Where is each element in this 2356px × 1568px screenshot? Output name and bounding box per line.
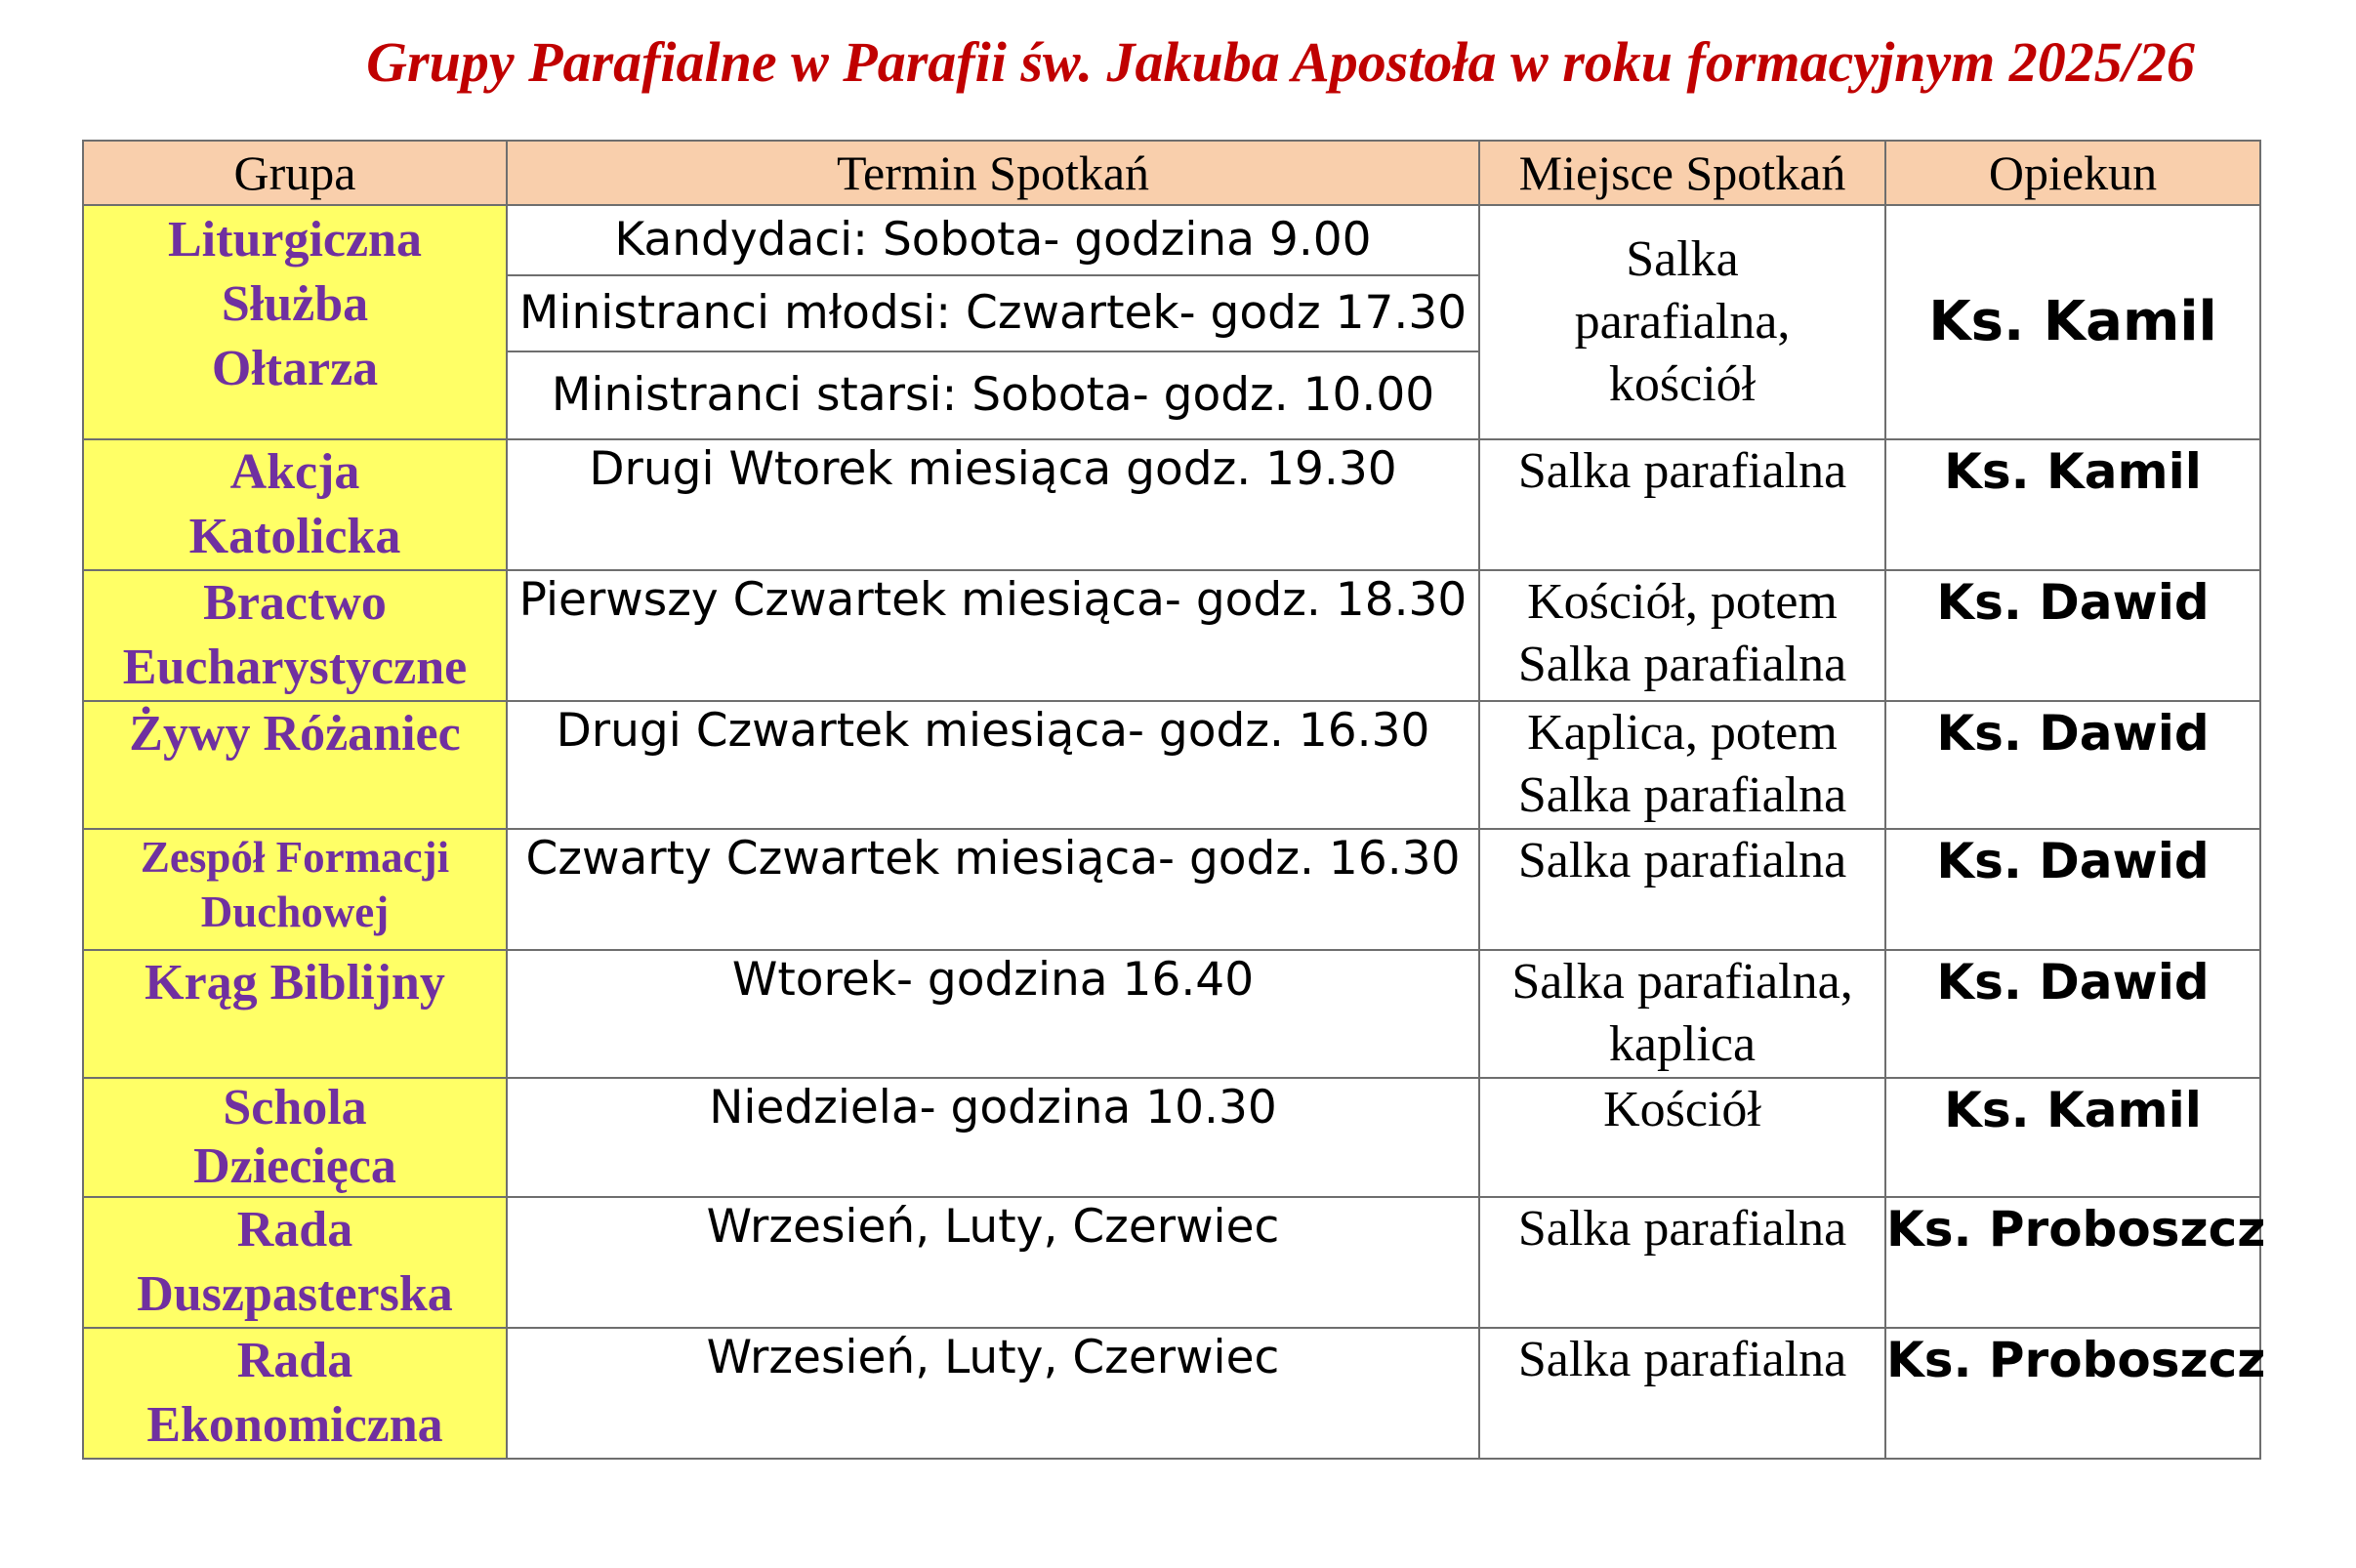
group-name-line: Bractwo <box>203 575 387 631</box>
table-row <box>83 829 2260 950</box>
table-row <box>83 570 2260 701</box>
place-line: Kościół <box>1603 1082 1761 1137</box>
term-cell: Kandydaci: Sobota- godzina 9.00 <box>507 205 1479 275</box>
place-cell <box>1479 570 1885 701</box>
group-cell <box>83 829 507 950</box>
term-cell: Czwarty Czwartek miesiąca- godz. 16.30 <box>507 829 1479 950</box>
table-row <box>83 1328 2260 1459</box>
owner-cell: Ks. Dawid <box>1885 950 2260 1078</box>
group-name-line: Liturgiczna <box>168 212 422 268</box>
group-cell <box>83 570 507 701</box>
term-cell: Wrzesień, Luty, Czerwiec <box>507 1197 1479 1328</box>
place-cell <box>1479 1328 1885 1459</box>
group-name-line: Ołtarza <box>211 341 379 396</box>
place-line: Salka parafialna <box>1517 1332 1847 1387</box>
owner-cell: Ks. Kamil <box>1885 205 2260 439</box>
group-name-line: Ekonomiczna <box>146 1397 443 1453</box>
owner-cell: Ks. Proboszcz <box>1885 1197 2260 1328</box>
table-row <box>83 701 2260 829</box>
place-line: kaplica <box>1608 1016 1757 1072</box>
groups-table <box>82 140 2266 1460</box>
group-cell <box>83 1328 507 1459</box>
owner-cell: Ks. Dawid <box>1885 701 2260 829</box>
group-name-line: Żywy Różaniec <box>129 706 461 762</box>
place-line: parafialna, <box>1574 294 1791 350</box>
place-cell <box>1479 1078 1885 1197</box>
term-cell: Niedziela- godzina 10.30 <box>507 1078 1479 1197</box>
place-line: Salka parafialna <box>1517 1201 1847 1257</box>
group-cell <box>83 1078 507 1197</box>
group-cell <box>83 701 507 829</box>
place-cell <box>1479 439 1885 570</box>
place-line: kościół <box>1608 356 1757 412</box>
place-cell <box>1479 701 1885 829</box>
place-cell <box>1479 950 1885 1078</box>
term-cell: Drugi Wtorek miesiąca godz. 19.30 <box>507 439 1479 570</box>
table-row <box>83 205 2260 275</box>
term-cell: Wtorek- godzina 16.40 <box>507 950 1479 1078</box>
place-line: Salka parafialna <box>1517 833 1847 888</box>
term-cell: Drugi Czwartek miesiąca- godz. 16.30 <box>507 701 1479 829</box>
place-line: Salka parafialna, <box>1511 954 1853 1010</box>
owner-cell: Ks. Dawid <box>1885 570 2260 701</box>
table-row <box>83 439 2260 570</box>
table-row <box>83 950 2260 1078</box>
group-name-line: Schola <box>223 1080 367 1135</box>
place-line: Salka <box>1626 231 1739 287</box>
group-name-line: Duszpasterska <box>137 1266 453 1322</box>
place-line: Kościół, potem <box>1527 574 1838 630</box>
group-name-line: Katolicka <box>188 509 401 564</box>
term-cell: Ministranci młodsi: Czwartek- godz 17.30 <box>507 275 1479 351</box>
owner-cell: Ks. Kamil <box>1885 439 2260 570</box>
group-name-line: Służba <box>221 276 369 332</box>
group-cell <box>83 1197 507 1328</box>
place-cell <box>1479 829 1885 950</box>
group-cell <box>83 950 507 1078</box>
group-name-line: Eucharystyczne <box>122 640 468 695</box>
owner-cell: Ks. Proboszcz <box>1885 1328 2260 1459</box>
owner-cell: Ks. Kamil <box>1885 1078 2260 1197</box>
table-row <box>83 1078 2260 1197</box>
term-cell: Ministranci starsi: Sobota- godz. 10.00 <box>507 351 1479 439</box>
group-name-line: Rada <box>236 1202 353 1258</box>
place-cell <box>1479 205 1885 439</box>
place-cell <box>1479 1197 1885 1328</box>
header-group: Grupa <box>83 141 507 205</box>
header-term: Termin Spotkań <box>507 141 1479 205</box>
group-name-line: Akcja <box>229 444 360 500</box>
place-line: Salka parafialna <box>1517 443 1847 499</box>
page-title: Grupy Parafialne w Parafii św. Jakuba Apostoła w roku formacyjnym 2025/26 <box>366 30 2195 94</box>
group-cell <box>83 205 507 439</box>
group-name-line: Rada <box>236 1333 353 1388</box>
group-cell <box>83 439 507 570</box>
place-line: Kaplica, potem <box>1527 705 1838 761</box>
place-line: Salka parafialna <box>1517 767 1847 823</box>
table-header-row <box>83 141 2260 205</box>
header-owner: Opiekun <box>1885 141 2260 205</box>
table-row <box>83 1197 2260 1328</box>
owner-cell: Ks. Dawid <box>1885 829 2260 950</box>
group-name-line: Dziecięca <box>193 1138 396 1194</box>
group-name-line: Duchowej <box>200 887 390 936</box>
term-cell: Pierwszy Czwartek miesiąca- godz. 18.30 <box>507 570 1479 701</box>
group-name-line: Zespół Formacji <box>140 833 450 882</box>
header-place: Miejsce Spotkań <box>1479 141 1885 205</box>
term-cell: Wrzesień, Luty, Czerwiec <box>507 1328 1479 1459</box>
group-name-line: Krąg Biblijny <box>145 955 445 1011</box>
place-line: Salka parafialna <box>1517 637 1847 692</box>
